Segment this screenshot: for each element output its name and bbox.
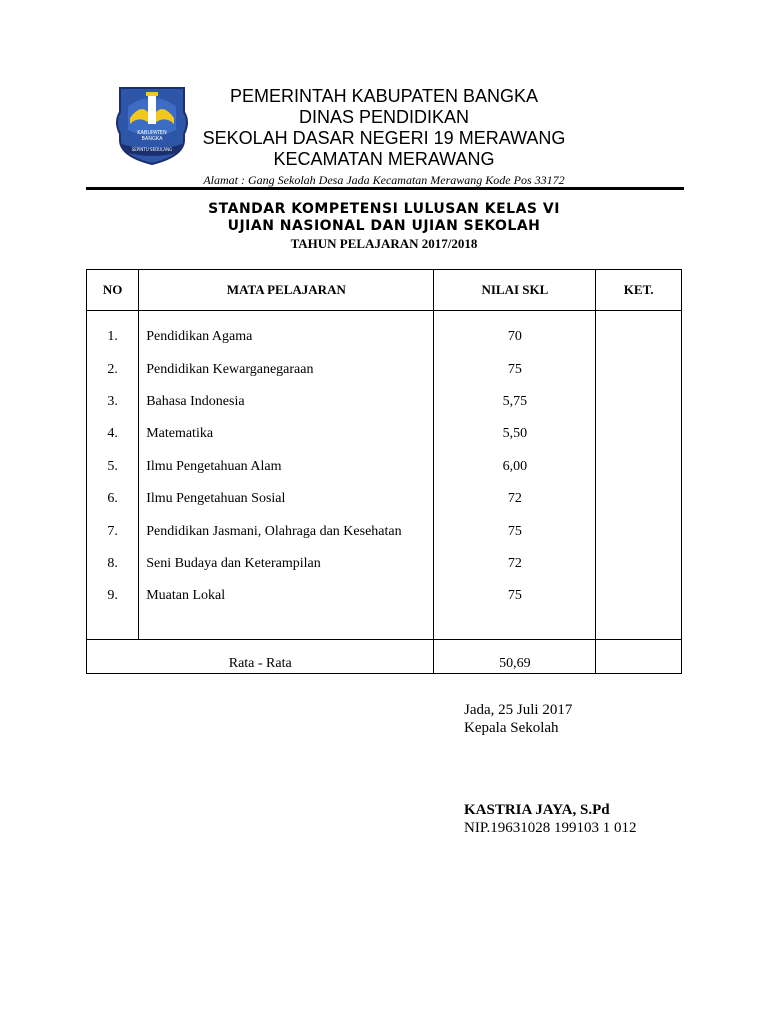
signature-block <box>464 701 637 837</box>
row-no: 8. <box>87 548 139 580</box>
table-row <box>87 483 682 515</box>
table-row <box>87 548 682 580</box>
row-no: 5. <box>87 451 139 483</box>
row-note <box>596 580 682 612</box>
spacer-cell <box>434 613 596 640</box>
header-school: SEKOLAH DASAR NEGERI 19 MERAWANG <box>202 128 566 148</box>
row-subject: Muatan Lokal <box>139 580 434 612</box>
row-note <box>596 353 682 385</box>
header-district: KECAMATAN MERAWANG <box>273 149 495 169</box>
header-government: PEMERINTAH KABUPATEN BANGKA <box>229 86 539 106</box>
row-score: 72 <box>434 483 596 515</box>
logo-text-top: KABUPATEN <box>137 130 167 136</box>
row-score: 75 <box>434 580 596 612</box>
row-no: 4. <box>87 418 139 450</box>
row-note <box>596 548 682 580</box>
row-subject: Ilmu Pengetahuan Sosial <box>139 483 434 515</box>
letterhead <box>170 86 598 188</box>
title-line-2: UJIAN NASIONAL DAN UJIAN SEKOLAH <box>227 218 541 234</box>
row-note <box>596 418 682 450</box>
table-row <box>87 353 682 385</box>
row-score: 5,75 <box>434 386 596 418</box>
spacer-cell <box>139 613 434 640</box>
row-subject: Pendidikan Agama <box>139 311 434 354</box>
table-row <box>87 515 682 547</box>
title-line-1: STANDAR KOMPETENSI LULUSAN KELAS VI <box>208 201 560 217</box>
header-subject: MATA PELAJARAN <box>139 270 434 311</box>
row-note <box>596 386 682 418</box>
row-score: 5,50 <box>434 418 596 450</box>
row-no: 3. <box>87 386 139 418</box>
table-row <box>87 451 682 483</box>
table-spacer-row <box>87 613 682 640</box>
table-row <box>87 418 682 450</box>
signature-position: Kepala Sekolah <box>464 720 559 736</box>
average-row <box>87 639 682 673</box>
row-subject: Bahasa Indonesia <box>139 386 434 418</box>
row-no: 9. <box>87 580 139 612</box>
spacer-cell <box>87 613 139 640</box>
row-subject: Ilmu Pengetahuan Alam <box>139 451 434 483</box>
letterhead-divider <box>86 187 684 190</box>
signature-name: KASTRIA JAYA, S.Pd <box>464 802 610 818</box>
row-no: 6. <box>87 483 139 515</box>
header-department: DINAS PENDIDIKAN <box>298 107 470 127</box>
row-subject: Seni Budaya dan Keterampilan <box>139 548 434 580</box>
table-header-row <box>87 270 682 311</box>
row-subject: Pendidikan Jasmani, Olahraga dan Kesehatan <box>139 515 434 547</box>
average-value: 50,69 <box>434 639 596 673</box>
row-subject: Matematika <box>139 418 434 450</box>
signature-nip: NIP.19631028 199103 1 012 <box>464 820 637 836</box>
table-row <box>87 386 682 418</box>
row-score: 75 <box>434 515 596 547</box>
row-score: 72 <box>434 548 596 580</box>
average-label: Rata - Rata <box>87 639 434 673</box>
header-note: KET. <box>596 270 682 311</box>
row-score: 70 <box>434 311 596 354</box>
table-row <box>87 580 682 612</box>
row-note <box>596 483 682 515</box>
header-no: NO <box>87 270 139 311</box>
row-score: 6,00 <box>434 451 596 483</box>
skl-table <box>86 269 682 674</box>
table-row <box>87 311 682 354</box>
logo-banner-text: SEPINTU SEDULANG <box>131 147 173 152</box>
row-no: 1. <box>87 311 139 354</box>
row-subject: Pendidikan Kewarganegaraan <box>139 353 434 385</box>
header-address: Alamat : Gang Sekolah Desa Jada Kecamatan Merawang Kode Pos 33172 <box>203 173 565 187</box>
average-note <box>596 639 682 673</box>
logo-text-bottom: BANGKA <box>141 136 163 142</box>
row-score: 75 <box>434 353 596 385</box>
row-note <box>596 515 682 547</box>
spacer-cell <box>596 613 682 640</box>
signature-place-date: Jada, 25 Juli 2017 <box>464 702 573 718</box>
row-no: 2. <box>87 353 139 385</box>
title-line-3: TAHUN PELAJARAN 2017/2018 <box>290 236 478 251</box>
row-note <box>596 311 682 354</box>
signature-space <box>464 737 637 801</box>
row-note <box>596 451 682 483</box>
row-no: 7. <box>87 515 139 547</box>
document-title <box>86 201 682 252</box>
header-score: NILAI SKL <box>434 270 596 311</box>
